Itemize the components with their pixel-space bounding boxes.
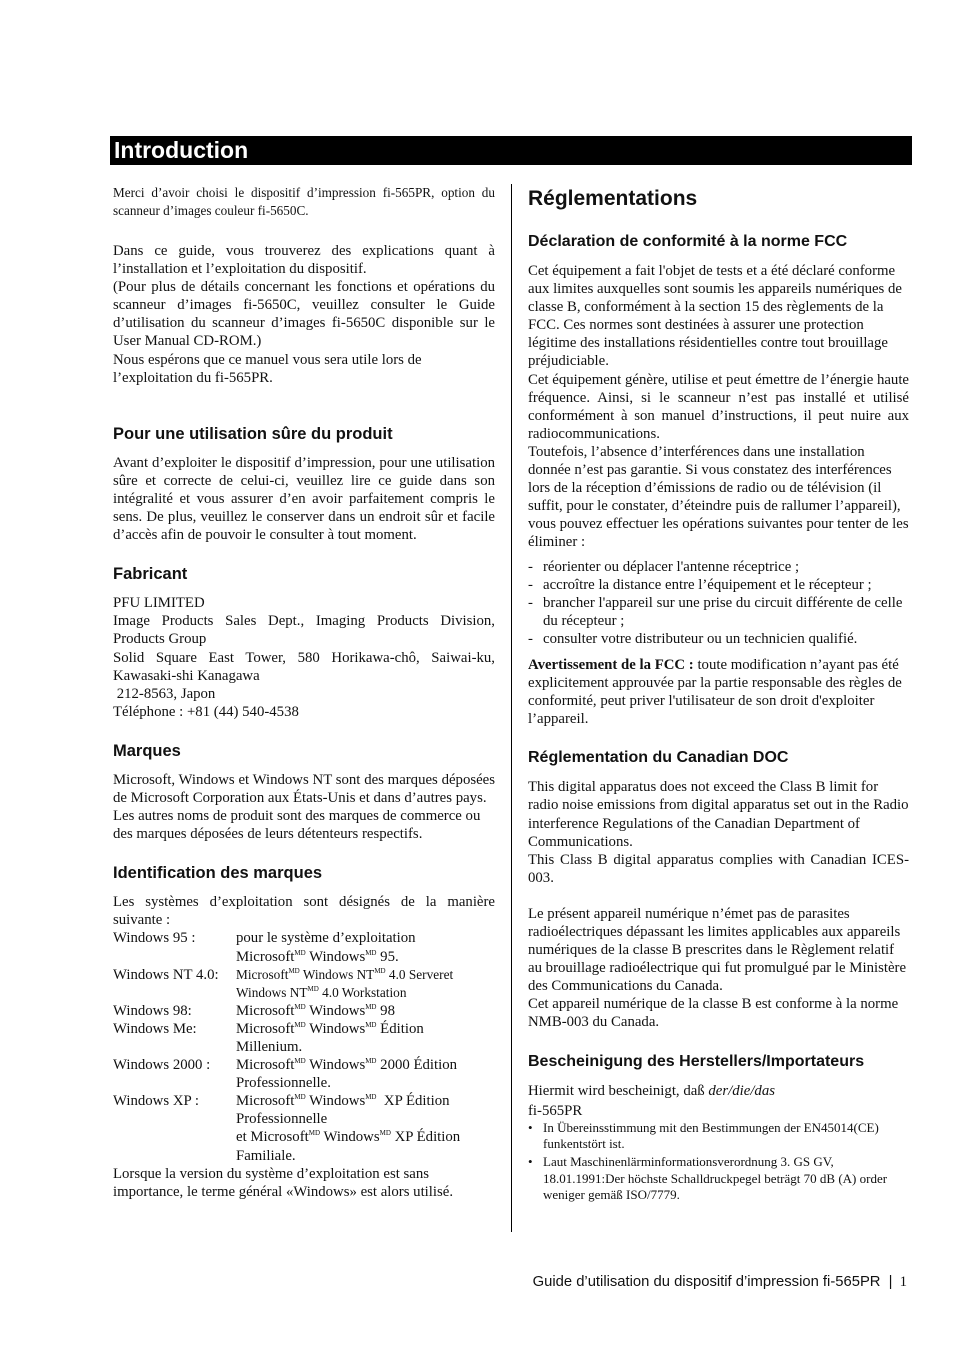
list-item: - consulter votre distributeur ou un technicien qualifié. [528,630,909,648]
section-heading-identification: Identification des marques [113,864,323,883]
maker-line: 212-8563, Japon [113,685,216,702]
fcc-remedy-list [528,558,909,648]
german-paragraph: Hiermit wird bescheinigt, daß der/die/das [528,1082,775,1099]
fcc-paragraph: Cet équipement a fait l'objet de tests et a été déclaré conforme aux limites auxquelles sont soumis les appareils numériques de classe B, conformément à la section 15 des règlements de la FCC. Ces normes sont destinées à assurer une protection légitime des installations résidentielles contre tout brouillage préjudiciable. [528,263,902,370]
identification-row [113,966,495,1002]
os-value: pour le système d’exploitation Microsoft$^{MD}$ Windows$^{MD}$ 95. [236,930,416,965]
fcc-paragraph: Cet équipement génère, utilise et peut émettre de l’énergie haute fréquence. Ainsi, si le scanneur n’est pas installé et utilisé conformément à son manuel d’instructions, il peut nuire aux radiocommunications. [528,371,909,442]
identification-row [113,1056,495,1092]
subsection-heading-fcc: Déclaration de conformité à la norme FCC [528,233,848,250]
intro-paragraph: Nous espérons que ce manuel vous sera utile lors de l’exploitation du fi-565PR. [113,351,422,386]
fcc-warning: Avertissement de la FCC : toute modification n’ayant pas été explicitement approuvée par la partie responsable des règles de conformité, peut priver l'utilisateur de son droit d'exploiter l’appareil. [528,656,902,728]
identification-row [113,1020,495,1056]
section-heading-maker: Fabricant [113,565,188,584]
identification-row [113,929,495,965]
fcc-warning-label: Avertissement de la FCC : [528,656,694,673]
column-divider [511,184,512,1232]
identification-row [113,1092,495,1164]
os-value: Microsoft$^{MD}$ Windows$^{MD}$ Édition Millenium. [236,1020,424,1055]
doc-paragraph: This Class B digital apparatus complies with Canadian ICES-003. [528,851,909,886]
doc-paragraph: This digital apparatus does not exceed the Class B limit for radio noise emissions from digital apparatus set out in the Radio interference Regulations of the Canadian Department of Communications. [528,779,909,850]
maker-line: Téléphone : +81 (44) 540-4538 [113,703,299,720]
identification-table [113,929,495,1164]
identification-outro: Lorsque la version du système d’exploitation est sans importance, le terme général «Windows» est alors utilisé. [113,1165,454,1200]
list-item: • In Übereinsstimmung mit den Bestimmungen der EN45014(CE) funkentstört ist. [528,1120,909,1153]
os-key: Windows NT 4.0: [113,966,219,983]
subsection-heading-doc: Réglementation du Canadian DOC [528,749,789,767]
intro-paragraph: Dans ce guide, vous trouverez des explications quant à l’installation et l’exploitation du dispositif. [113,243,495,278]
page-title: Introduction [114,137,249,163]
page-footer [533,1273,907,1291]
footer-separator: | [888,1274,893,1290]
german-product: fi-565PR [528,1102,583,1119]
doc-paragraph: Le présent appareil numérique n’émet pas de parasites radioélectriques dépassant les limites applicables aux appareils numériques de la classe B prescrites dans le Règlement relatif au brouillage radioélectrique qui fut promulgué par le Ministère des Communications du Canada. [528,905,907,995]
subsection-heading-german: Bescheinigung des Herstellers/Importateurs [528,1052,865,1070]
maker-line: PFU LIMITED [113,595,205,612]
maker-address [113,594,495,721]
right-column [528,184,909,1205]
title-banner [110,136,912,165]
identification-intro: Les systèmes d’exploitation sont désignés de la manière suivante : [113,894,495,929]
maker-line: Solid Square East Tower, 580 Horikawa-chô, Saiwai-ku, Kawasaki-shi Kanagawa [113,649,495,684]
footer-text: Guide d’utilisation du dispositif d’impression fi-565PR [532,1274,881,1290]
identification-row [113,1002,495,1020]
os-key: Windows 2000 : [113,1057,211,1074]
section-heading-marks: Marques [113,741,181,760]
doc-paragraph: Cet appareil numérique de la classe B est conforme à la norme NMB-003 du Canada. [528,996,899,1031]
os-key: Windows 98: [113,1002,192,1019]
os-value: Microsoft$^{MD}$ Windows$^{MD}$ XP Édition Professionnelle et Microsoft$^{MD}$ Windows$^{MD}$ XP Édition Familiale. [236,1093,461,1164]
os-key: Windows 95 : [113,930,196,947]
intro-paragraph: (Pour plus de détails concernant les fonctions et opérations du scanneur d’images fi-5650C, veuillez consulter le Guide d’utilisation du scanneur d’images fi-5650C disponible sur le User Manual CD-ROM.) [113,279,495,350]
safety-paragraph: Avant d’exploiter le dispositif d’impression, pour une utilisation sûre et correcte de celui-ci, veuillez lire ce guide dans son intégralité et vous assurer d’en avoir parfaitement compris le sens. De plus, veuillez le conserver dans un endroit sûr et facile d’accès afin de pouvoir le consulter à tout moment. [113,454,495,544]
german-list [528,1120,909,1203]
fcc-paragraph: Toutefois, l’absence d’interférences dans une installation donnée n’est pas garantie. Si vous constatez des interférences lors de la réception d’émissions de radio ou de télévision (il suffit, pour le constater, d’éteindre puis de rallumer l’appareil), vous pouvez effectuer les opérations suivantes pour tenter de les éliminer : [528,443,909,551]
list-item: • Laut Maschinenlärminformationsverordnung 3. GS GV, 18.01.1991:Der höchste Schalldruckpegel beträgt 70 dB (A) order weniger gemäß ISO/7779. [528,1154,909,1203]
page-number: 1 [899,1274,907,1290]
os-value: Microsoft$^{MD}$ Windows $NT^{MD}$ 4.0 Serveret Windows $NT^{MD}$ 4.0 Workstation [236,966,454,1000]
section-heading-safety: Pour une utilisation sûre du produit [113,424,393,443]
left-column [113,184,495,1201]
section-heading-regulations: Réglementations [528,187,698,210]
maker-line: Image Products Sales Dept., Imaging Products Division, Products Group [113,613,495,648]
list-item: - réorienter ou déplacer l'antenne réceptrice ; [528,558,909,576]
list-item: - accroître la distance entre l’équipement et le récepteur ; [528,576,909,594]
os-key: Windows XP : [113,1093,199,1110]
list-item: - brancher l'appareil sur une prise du circuit différente de celle du récepteur ; [528,594,909,630]
os-value: Microsoft$^{MD}$ Windows$^{MD}$ 98 [236,1002,395,1019]
marks-paragraph: Microsoft, Windows et Windows NT sont des marques déposées de Microsoft Corporation aux États-Unis et dans d’autres pays. [113,771,495,806]
marks-paragraph: Les autres noms de produit sont des marques de commerce ou des marques déposées de leurs détenteurs respectifs. [113,808,481,843]
intro-paragraph: Merci d’avoir choisi le dispositif d’impression fi-565PR, option du scanneur d’images couleur fi-5650C. [113,185,495,218]
os-key: Windows Me: [113,1020,197,1037]
os-value: Microsoft$^{MD}$ Windows$^{MD}$ 2000 Édition Professionnelle. [236,1057,458,1092]
